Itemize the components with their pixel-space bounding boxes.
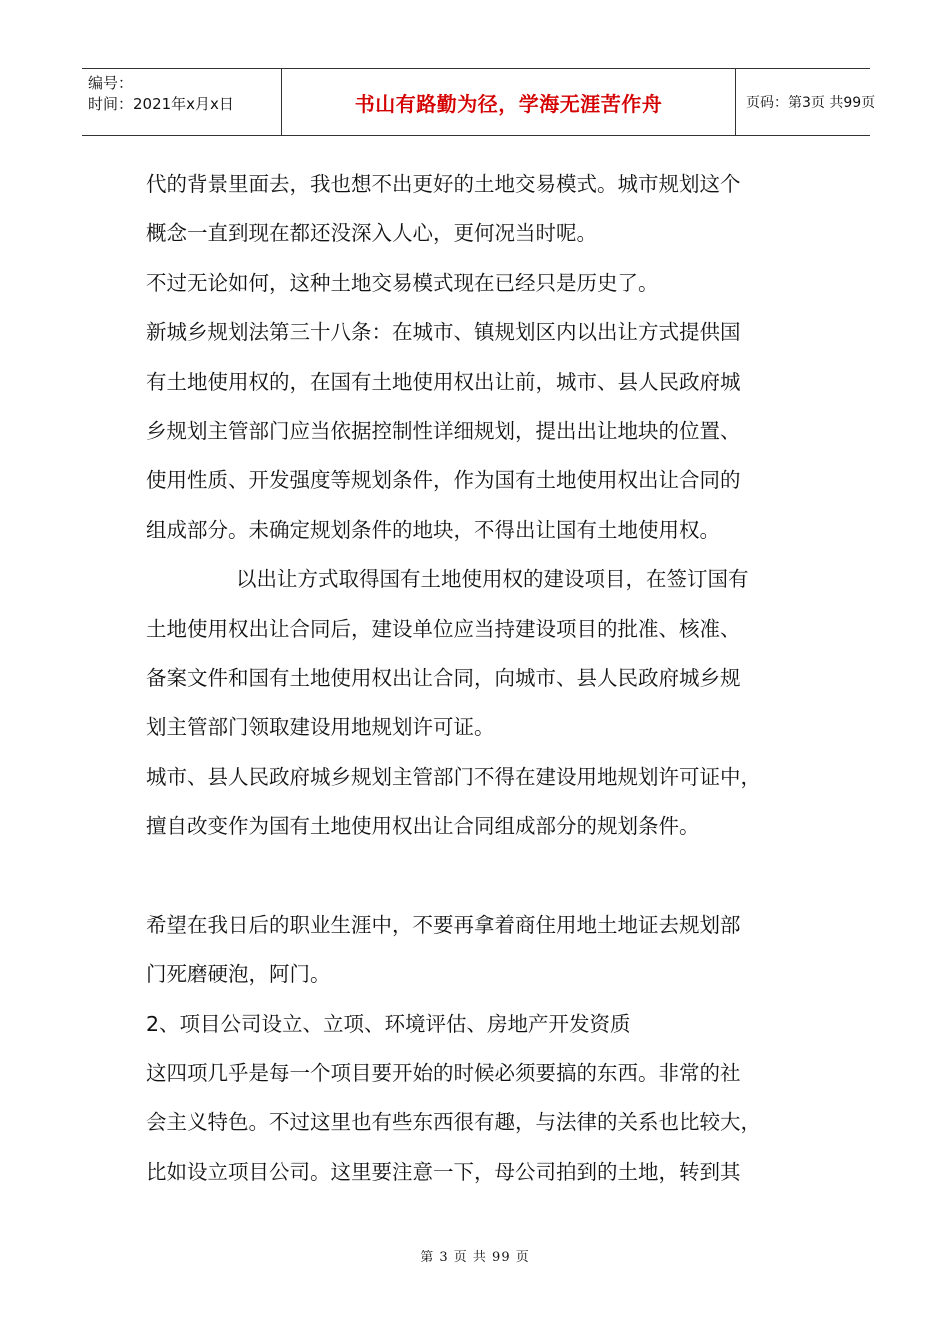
body-line: 使用性质、开发强度等规划条件，作为国有土地使用权出让合同的 (146, 468, 741, 493)
document-date-label: 时间：2021年x月x日 (88, 95, 234, 113)
header-motto: 书山有路勤为径，学海无涯苦作舟 (282, 69, 736, 135)
section-heading: 2、项目公司设立、立项、环境评估、房地产开发资质 (146, 1011, 631, 1036)
body-line: 代的背景里面去，我也想不出更好的土地交易模式。城市规划这个 (146, 172, 741, 196)
body-line: 会主义特色。不过这里也有些东西很有趣，与法律的关系也比较大， (146, 1110, 761, 1135)
body-line: 门死磨硬泡，阿门。 (146, 962, 331, 987)
body-line: 乡规划主管部门应当依据控制性详细规划，提出出让地块的位置、 (146, 418, 741, 443)
body-line: 擅自改变作为国有土地使用权出让合同组成部分的规划条件。 (146, 814, 700, 839)
body-line-indented: 以出让方式取得国有土地使用权的建设项目，在签订国有 (236, 567, 749, 592)
body-line: 希望在我日后的职业生涯中，不要再拿着商住用地土地证去规划部 (146, 912, 741, 937)
body-line: 备案文件和国有土地使用权出让合同，向城市、县人民政府城乡规 (146, 665, 741, 690)
body-line: 这四项几乎是每一个项目要开始的时候必须要搞的东西。非常的社 (146, 1061, 741, 1086)
header-page-info: 页码：第3页 共99页 (746, 95, 876, 111)
body-line: 组成部分。未确定规划条件的地块，不得出让国有土地使用权。 (146, 517, 720, 542)
body-line: 不过无论如何，这种土地交易模式现在已经只是历史了。 (146, 270, 659, 295)
blank-line (146, 851, 826, 900)
body-line: 划主管部门领取建设用地规划许可证。 (146, 715, 495, 740)
document-body (146, 160, 826, 1197)
page-footer: 第 3 页 共 99 页 (420, 1250, 530, 1265)
body-line: 比如设立项目公司。这里要注意一下，母公司拍到的土地，转到其 (146, 1159, 741, 1184)
body-line: 概念一直到现在都还没深入人心，更何况当时呢。 (146, 221, 597, 246)
body-line: 有土地使用权的，在国有土地使用权出让前，城市、县人民政府城 (146, 369, 741, 394)
document-number-label: 编号： (88, 74, 134, 92)
header-meta-cell (82, 69, 282, 135)
body-line: 新城乡规划法第三十八条：在城市、镇规划区内以出让方式提供国 (146, 320, 741, 345)
page-header (82, 68, 876, 136)
body-line: 土地使用权出让合同后，建设单位应当持建设项目的批准、核准、 (146, 616, 741, 641)
body-line: 城市、县人民政府城乡规划主管部门不得在建设用地规划许可证中， (146, 764, 761, 789)
